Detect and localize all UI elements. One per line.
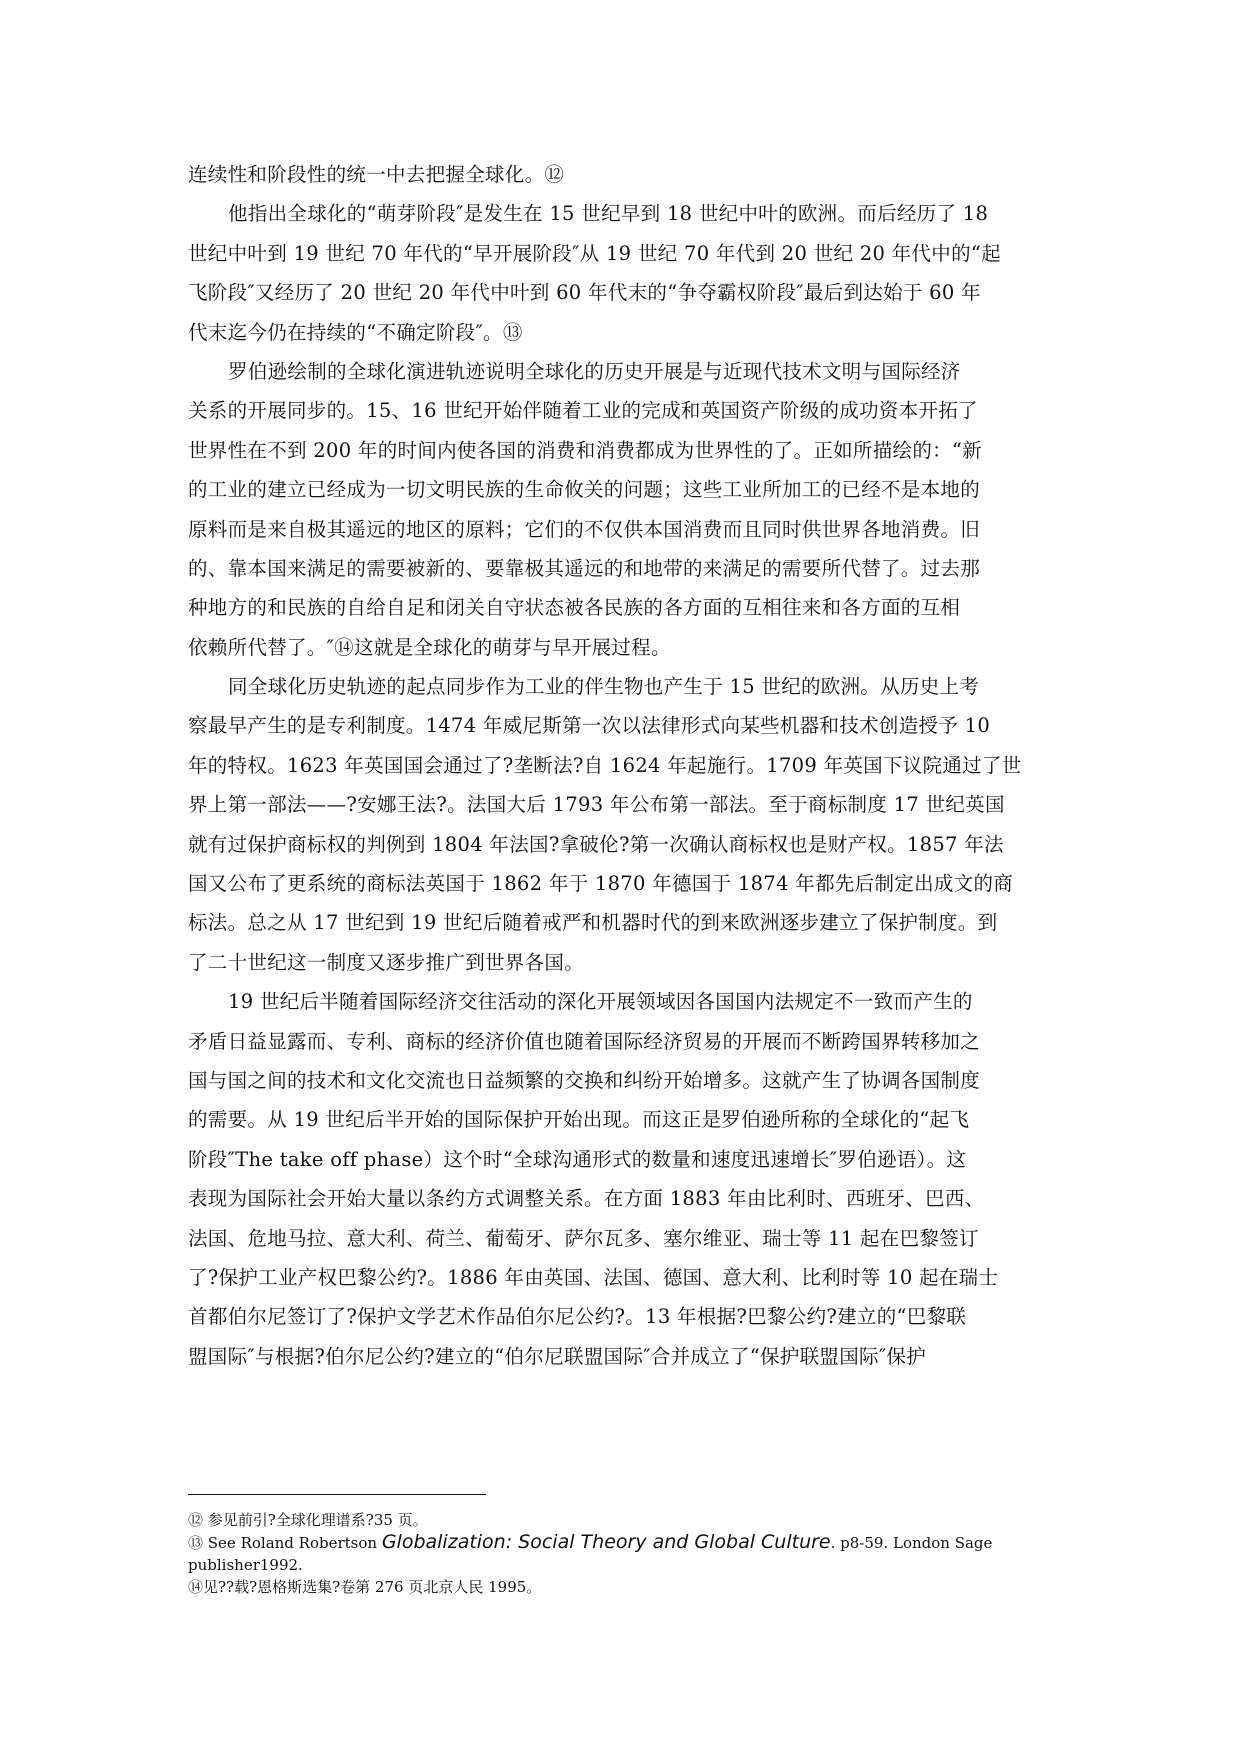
text-line: 年的特权。1623 年英国国会通过了?垄断法?自 1624 年起施行。1709 年英国下议院通过了世 [188, 753, 1022, 777]
text-line: 他指出全球化的“萌芽阶段″是发生在 15 世纪早到 18 世纪中叶的欧洲。而后经历了 18 [228, 202, 989, 226]
text-line: 国与国之间的技术和文化交流也日益频繁的交换和纠纷开始增多。这就产生了协调各国制度 [188, 1068, 981, 1092]
footnote-separator [188, 1494, 486, 1495]
text-line: 标法。总之从 17 世纪到 19 世纪后随着戒严和机器时代的到来欧洲逐步建立了保护制度。到 [188, 911, 998, 935]
text-line: 种地方的和民族的自给自足和闭关自守状态被各民族的各方面的互相往来和各方面的互相 [188, 596, 961, 620]
footnotes [188, 1494, 1056, 1598]
text-line: 了?保护工业产权巴黎公约?。1886 年由英国、法国、德国、意大利、比利时等 10 起在瑞士 [188, 1265, 999, 1289]
text-line: 世界性在不到 200 年的时间内使各国的消费和消费都成为世界性的了。正如所描绘的：“新 [188, 438, 982, 462]
text-line: 阶段″The take off phase）这个时“全球沟通形式的数量和速度迅速增长″罗伯逊语）。这 [188, 1147, 967, 1171]
text-line: 的、靠本国来满足的需要被新的、要靠极其遥远的和地带的来满足的需要所代替了。过去那 [188, 556, 981, 580]
text-line: 罗伯逊绘制的全球化演进轨迹说明全球化的历史开展是与近现代技术文明与国际经济 [228, 359, 961, 383]
footnote-13-suffix: . p8-59. London Sage [830, 1534, 993, 1552]
text-line: 飞阶段″又经历了 20 世纪 20 年代中叶到 60 年代末的“争夺霸权阶段″最后到达始于 60 年 [188, 281, 981, 305]
text-line: 国又公布了更系统的商标法英国于 1862 年于 1870 年德国于 1874 年都先后制定出成文的商 [188, 872, 1014, 896]
footnote-13-prefix: ⑬ See Roland Robertson [188, 1534, 382, 1552]
text-line: 连续性和阶段性的统一中去把握全球化。⑫ [188, 163, 565, 186]
text-line: 表现为国际社会开始大量以条约方式调整关系。在方面 1883 年由比利时、西班牙、巴西、 [188, 1187, 985, 1211]
text-line: 的工业的建立已经成为一切文明民族的生命攸关的问题；这些工业所加工的已经不是本地的 [188, 478, 981, 502]
text-line: 界上第一部法——?安娜王法?。法国大后 1793 年公布第一部法。至于商标制度 17 世纪英国 [188, 793, 1005, 817]
text-line: 同全球化历史轨迹的起点同步作为工业的伴生物也产生于 15 世纪的欧洲。从历史上考 [228, 675, 980, 699]
footnote-13-book-title: Globalization: Social Theory and Global Culture [381, 1531, 831, 1553]
text-line: 盟国际″与根据?伯尔尼公约?建立的“伯尔尼联盟国际″合并成立了“保护联盟国际″保护 [188, 1344, 926, 1368]
footnote-13-continuation: publisher1992. [188, 1556, 303, 1574]
text-line: 世纪中叶到 19 世纪 70 年代的“早开展阶段″从 19 世纪 70 年代到 20 世纪 20 年代中的“起 [188, 241, 1001, 265]
body-text [188, 155, 1056, 1376]
text-line: 了二十世纪这一制度又逐步推广到世界各国。 [188, 950, 585, 974]
footnote-14: ⑭见??载?恩格斯选集?卷第 276 页北京人民 1995。 [188, 1578, 542, 1596]
text-line: 察最早产生的是专利制度。1474 年威尼斯第一次以法律形式向某些机器和技术创造授予 10 [188, 714, 991, 738]
text-line: 代末迄今仍在持续的“不确定阶段″。⑬ [188, 320, 523, 344]
text-line: 依赖所代替了。″⑭这就是全球化的萌芽与早开展过程。 [188, 635, 671, 659]
footnote-12: ⑫ 参见前引?全球化理谱系?35 页。 [188, 1511, 428, 1529]
text-line: 矛盾日益显露而、专利、商标的经济价值也随着国际经济贸易的开展而不断跨国界转移加之 [188, 1029, 981, 1053]
text-line: 19 世纪后半随着国际经济交往活动的深化开展领域因各国国内法规定不一致而产生的 [228, 990, 973, 1014]
text-line: 原料而是来自极其遥远的地区的原料；它们的不仅供本国消费而且同时供世界各地消费。旧 [188, 517, 981, 541]
text-line: 就有过保护商标权的判例到 1804 年法国?拿破伦?第一次确认商标权也是财产权。1857 年法 [188, 832, 1004, 856]
text-line: 的需要。从 19 世纪后半开始的国际保护开始出现。而这正是罗伯逊所称的全球化的“起飞 [188, 1108, 970, 1132]
text-line: 首都伯尔尼签订了?保护文学艺术作品伯尔尼公约?。13 年根据?巴黎公约?建立的“巴黎联 [188, 1305, 967, 1329]
text-line: 关系的开展同步的。15、16 世纪开始伴随着工业的完成和英国资产阶级的成功资本开拓了 [188, 399, 978, 423]
text-line: 法国、危地马拉、意大利、荷兰、葡萄牙、萨尔瓦多、塞尔维亚、瑞士等 11 起在巴黎签订 [188, 1226, 979, 1250]
footnote-13 [188, 1531, 1056, 1554]
